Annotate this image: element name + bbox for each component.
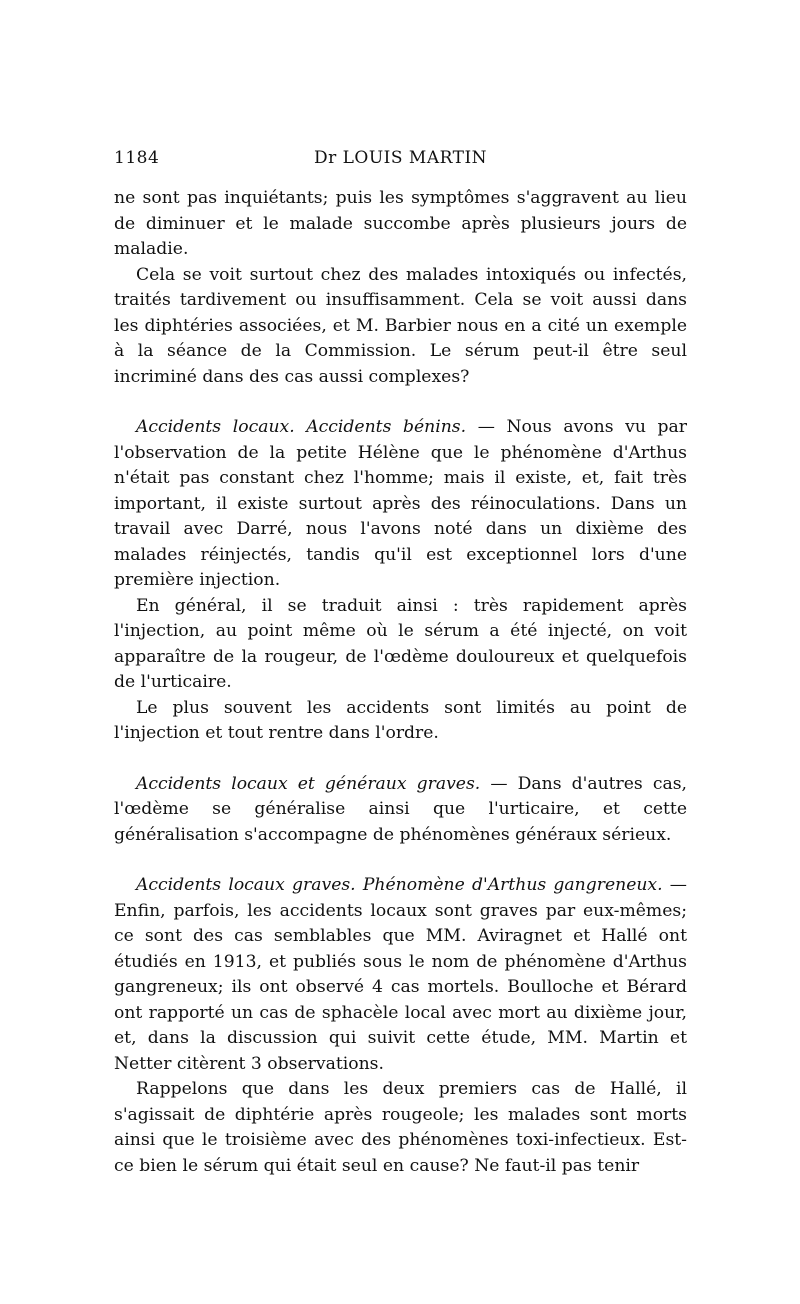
paragraph-2 (114, 263, 687, 391)
paragraph-5 (114, 696, 687, 747)
paragraph-text: Cela se voit surtout chez des malades intoxiqués ou infectés, traités tardivement ou insuffisamment. Cela se voit aussi dans les diphtéries associées, et M. Barbier nous en a cité un exemple à la séance de la Commission. Le sérum peut-il être seul incriminé dans des cas aussi complexes? (114, 264, 687, 387)
paragraph-text: En général, il se traduit ainsi : très rapidement après l'injection, au point même où le sérum a été injecté, on voit apparaître de la rougeur, de l'œdème douloureux et quelquefois de l'urticaire. (114, 595, 687, 692)
paragraph-text: ne sont pas inquiétants; puis les symptômes s'aggravent au lieu de diminuer et le malade succombe après plusieurs jours de maladie. (114, 188, 687, 259)
section-heading: Accidents locaux. Accidents bénins. (136, 417, 467, 437)
paragraph-4 (114, 594, 687, 696)
paragraph-1 (114, 186, 687, 263)
section-arthus-gangreneux (114, 873, 687, 1077)
section-accidents-benins (114, 415, 687, 594)
page-number: 1184 (114, 148, 160, 168)
section-heading: Accidents locaux et généraux graves. (136, 773, 481, 794)
running-head: Dr LOUIS MARTIN (313, 148, 488, 168)
paragraph-text: Rappelons que dans les deux premiers cas de Hallé, il s'agissait de diphtérie après rougeole; les malades sont morts ainsi que le troisième avec des phénomènes toxi-infectieux. Est-ce bien le sérum qui était seul en cause? Ne faut-il pas tenir (114, 1079, 687, 1176)
paragraph-text: Le plus souvent les accidents sont limités au point de l'injection et tout rentre dans l'ordre. (114, 697, 687, 743)
page-header (114, 138, 687, 168)
paragraph-text: — Enfin, parfois, les accidents locaux sont graves par eux-mêmes; ce sont des cas semblables que MM. Aviragnet et Hallé ont étudiés en 1913, et publiés sous le nom de phénomène d'Arthus gangreneux; ils ont observé 4 cas mortels. Boulloche et Bérard ont rapporté un cas de sphacèle local avec mort au dixième jour, et, dans la discussion qui suivit cette étude, MM. Martin et Netter citèrent 3 observations. (114, 875, 687, 1074)
paragraph-8 (114, 1077, 687, 1179)
book-page (114, 138, 687, 1179)
section-accidents-graves (114, 772, 687, 849)
body-text (114, 186, 687, 1179)
section-heading: Accidents locaux graves. Phénomène d'Arthus gangreneux. (136, 875, 663, 895)
paragraph-text: — Dans d'autres cas, l'œdème se généralise ainsi que l'urticaire, et cette généralisation s'accompagne de phénomènes généraux sérieux. (114, 773, 687, 845)
paragraph-text: — Nous avons vu par l'observation de la petite Hélène que le phénomène d'Arthus n'était pas constant chez l'homme; mais il existe, et, fait très important, il existe surtout après des réinoculations. Dans un travail avec Darré, nous l'avons noté dans un dixième des malades réinjectés, tandis qu'il est exceptionnel lors d'une première injection. (114, 417, 687, 590)
